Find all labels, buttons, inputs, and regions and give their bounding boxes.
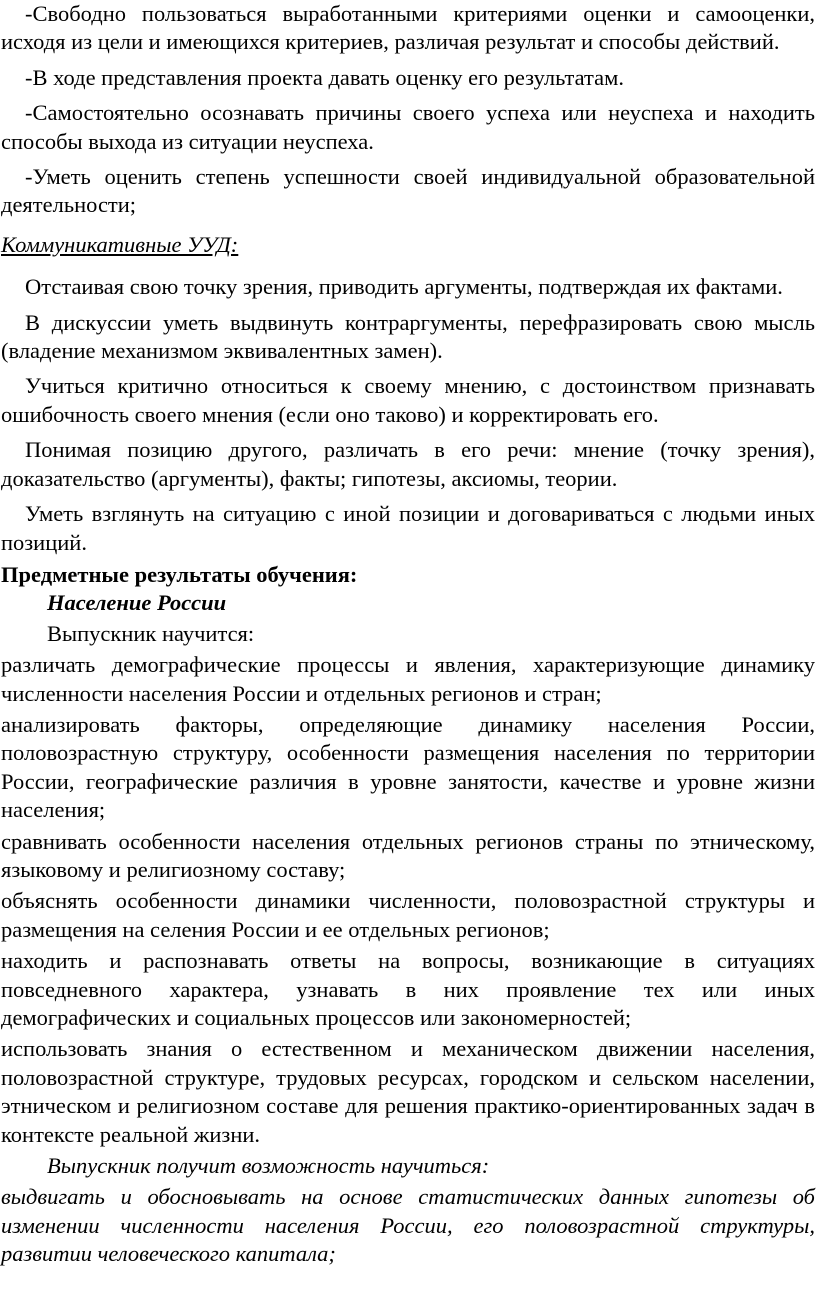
regulatory-item-3: -Самостоятельно осознавать причины своего успеха или неуспеха и находить способы выхода из ситуации неуспеха. xyxy=(1,100,815,154)
communicative-item-2: В дискуссии уметь выдвинуть контраргументы, перефразировать свою мысль (владение механизмом эквивалентных замен). xyxy=(1,309,815,364)
section-title: Население России xyxy=(47,590,227,616)
communicative-item-3: Учиться критично относиться к своему мнению, с достоинством признавать ошибочность своего мнения (если оно таково) и корректировать его. xyxy=(1,373,815,427)
communicative-item-4: Понимая позицию другого, различать в его речи: мнение (точку зрения), доказательство (аргументы), факты; гипотезы, аксиомы, теории. xyxy=(1,437,815,491)
subject-results-heading: Предметные результаты обучения: xyxy=(1,561,358,587)
learn-item-4: объяснять особенности динамики численности, половозрастной структуры и размещения на селения России и ее отдельных регионов; xyxy=(1,888,815,942)
regulatory-item-1: -Свободно пользоваться выработанными критериями оценки и самооценки, исходя из цели и имеющихся критериев, различая результат и способы действий. xyxy=(1,1,815,55)
regulatory-item-2: -В ходе представления проекта давать оценку его результатам. xyxy=(25,64,624,90)
learn-item-5: находить и распознавать ответы на вопросы, возникающие в ситуациях повседневного характера, узнавать в них проявление тех или иных демографических и социальных процессов или закономерностей; xyxy=(1,948,815,1030)
graduate-opportunity: Выпускник получит возможность научиться: xyxy=(47,1153,490,1179)
learn-item-3: сравнивать особенности населения отдельных регионов страны по этническому, языковому и религиозному составу; xyxy=(1,828,815,882)
regulatory-item-4: -Уметь оценить степень успешности своей индивидуальной образовательной деятельности; xyxy=(1,164,815,218)
communicative-item-1: Отстаивая свою точку зрения, приводить аргументы, подтверждая их фактами. xyxy=(25,274,783,300)
communicative-item-5: Уметь взглянуть на ситуацию с иной позиции и договариваться с людьми иных позиций. xyxy=(1,501,815,555)
learn-item-1: различать демографические процессы и явления, характеризующие динамику численности населения России и отдельных регионов и стран; xyxy=(1,652,815,706)
learn-item-6: использовать знания о естественном и механическом движении населения, половозрастной структуре, трудовых ресурсах, городском и сельском населении, этническом и религиозном составе для решения практико-ориентированных задач в контексте реальной жизни. xyxy=(1,1036,815,1147)
communicative-heading: Коммуникативные УУД: xyxy=(1,231,239,257)
graduate-will-learn: Выпускник научится: xyxy=(47,620,255,646)
opportunity-item-1: выдвигать и обосновывать на основе статистических данных гипотезы об изменении численности населения России, его половозрастной структуры, развитии человеческого капитала; xyxy=(1,1184,815,1267)
learn-item-2: анализировать факторы, определяющие динамику населения России, половозрастную структуру, особенности размещения населения по территории России, географические различия в уровне занятости, качестве и уровне жизни населения; xyxy=(1,711,815,823)
